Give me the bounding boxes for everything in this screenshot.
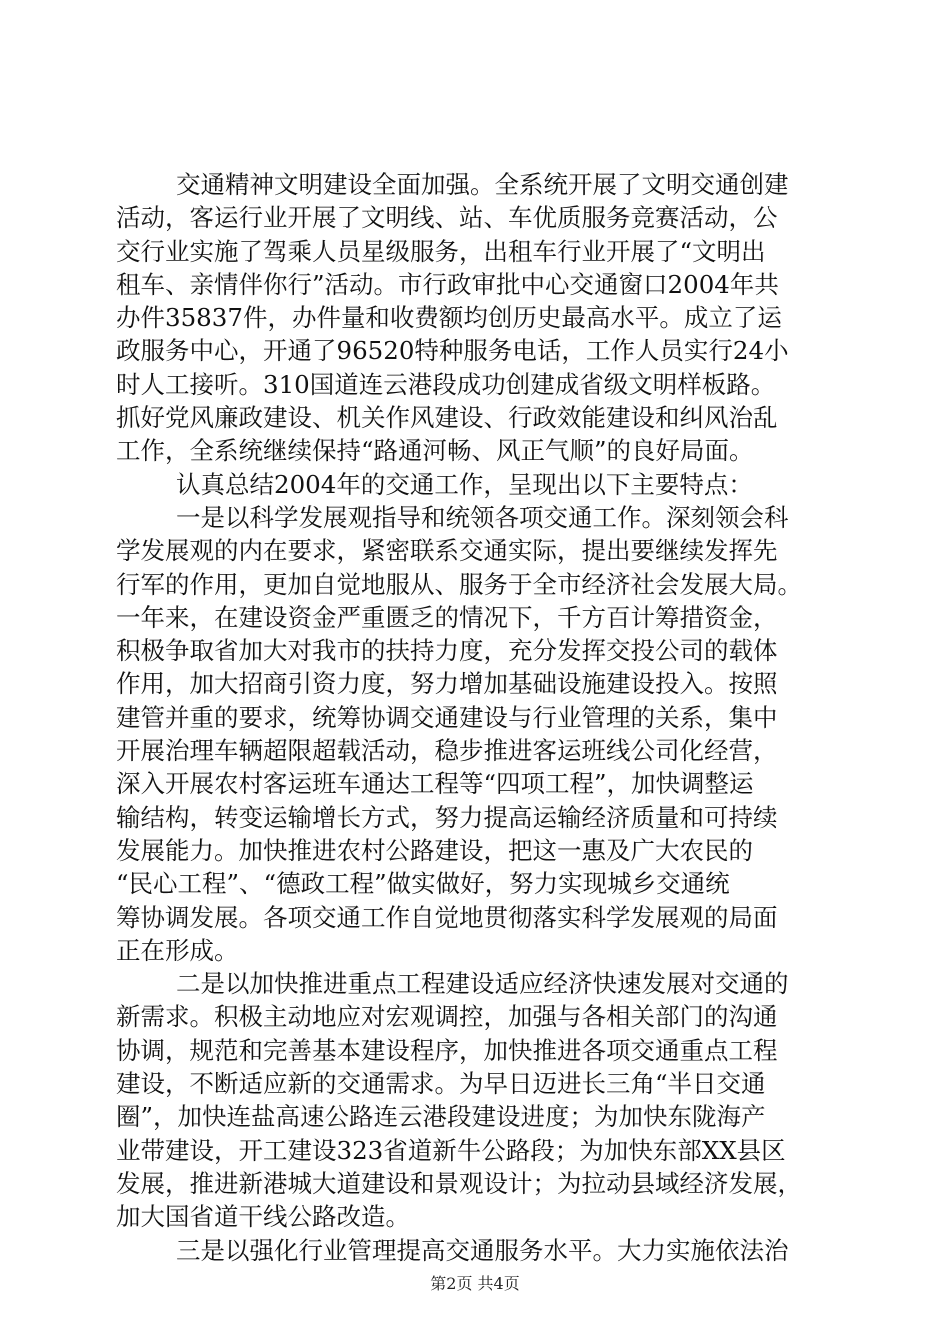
text-line: 积极争取省加大对我市的扶持力度，充分发挥交投公司的载体 xyxy=(116,636,778,666)
text-line: 行军的作用，更加自觉地服从、服务于全市经济社会发展大局。 xyxy=(116,569,802,599)
document-body xyxy=(116,168,832,1267)
text-line: 政服务中心，开通了96520特种服务电话，工作人员实行24小 xyxy=(116,336,789,366)
text-line: 交通精神文明建设全面加强。全系统开展了文明交通创建 xyxy=(176,170,789,199)
text-line: 二是以加快推进重点工程建设适应经济快速发展对交通的 xyxy=(176,969,789,999)
text-line: 圈”，加快连盐高速公路连云港段建设进度；为加快东陇海产 xyxy=(116,1102,766,1132)
text-line: 输结构，转变运输增长方式，努力提高运输经济质量和可持续 xyxy=(116,802,778,832)
text-line: 抓好党风廉政建设、机关作风建设、行政效能建设和纠风治乱 xyxy=(116,403,778,433)
text-line: 新需求。积极主动地应对宏观调控，加强与各相关部门的沟通 xyxy=(116,1002,778,1032)
text-line: 认真总结2004年的交通工作，呈现出以下主要特点： xyxy=(176,469,753,499)
text-line: 一年来，在建设资金严重匮乏的情况下，千方百计筹措资金， xyxy=(116,602,778,632)
page-footer: 第2页 共4页 xyxy=(430,1274,520,1293)
text-line: 作用，加大招商引资力度，努力增加基础设施建设投入。按照 xyxy=(116,669,778,699)
text-line: 协调，规范和完善基本建设程序，加快推进各项交通重点工程 xyxy=(116,1035,778,1065)
text-line: 活动，客运行业开展了文明线、站、车优质服务竞赛活动，公 xyxy=(116,203,778,233)
text-line: 发展，推进新港城大道建设和景观设计；为拉动县域经济发展， xyxy=(116,1168,802,1198)
text-line: 三是以强化行业管理提高交通服务水平。大力实施依法治 xyxy=(176,1235,789,1265)
text-line: 工作，全系统继续保持“路通河畅、风正气顺”的良好局面。 xyxy=(116,436,754,466)
text-line: 交行业实施了驾乘人员星级服务，出租车行业开展了“文明出 xyxy=(116,236,766,266)
text-line: 开展治理车辆超限超载活动，稳步推进客运班线公司化经营， xyxy=(116,736,778,766)
text-line: 正在形成。 xyxy=(116,935,239,965)
text-line: 一是以科学发展观指导和统领各项交通工作。深刻领会科 xyxy=(176,502,789,532)
text-line: 租车、亲情伴你行”活动。市行政审批中心交通窗口2004年共 xyxy=(116,269,779,299)
text-line: 建设，不断适应新的交通需求。为早日迈进长三角“半日交通 xyxy=(116,1069,766,1099)
text-line: 发展能力。加快推进农村公路建设，把这一惠及广大农民的 xyxy=(116,835,753,865)
text-line: 建管并重的要求，统筹协调交通建设与行业管理的关系，集中 xyxy=(116,702,778,732)
text-line: 办件35837件，办件量和收费额均创历史最高水平。成立了运 xyxy=(116,303,782,333)
text-line: “民心工程”、“德政工程”做实做好，努力实现城乡交通统 xyxy=(116,869,730,899)
text-line: 业带建设，开工建设323省道新牛公路段；为加快东部XX县区 xyxy=(116,1135,786,1165)
text-line: 时人工接听。310国道连云港段成功创建成省级文明样板路。 xyxy=(116,369,776,399)
text-line: 深入开展农村客运班车通达工程等“四项工程”，加快调整运 xyxy=(116,769,754,799)
text-line: 加大国省道干线公路改造。 xyxy=(116,1202,410,1232)
text-line: 学发展观的内在要求，紧密联系交通实际，提出要继续发挥先 xyxy=(116,536,778,566)
text-line: 筹协调发展。各项交通工作自觉地贯彻落实科学发展观的局面 xyxy=(116,902,778,932)
